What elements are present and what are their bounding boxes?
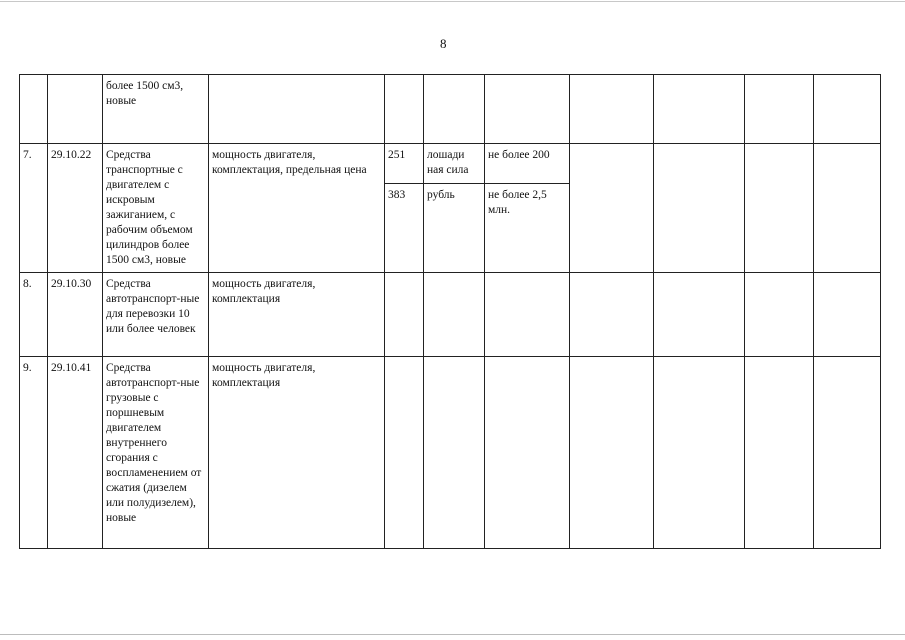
cell-empty: [745, 75, 814, 144]
cell-unit-name: [424, 273, 485, 357]
cell-empty: [814, 75, 881, 144]
cell-code: 29.10.22: [48, 144, 103, 273]
cell-characteristics: [209, 75, 385, 144]
cell-empty: [745, 273, 814, 357]
cell-value: не более 200: [485, 144, 570, 184]
cell-empty: [814, 273, 881, 357]
table-row-continuation: [20, 75, 881, 144]
cell-num: [20, 75, 48, 144]
cell-code: 29.10.30: [48, 273, 103, 357]
cell-num: 9.: [20, 357, 48, 549]
cell-characteristics: мощность двигателя, комплектация: [209, 357, 385, 549]
cell-unit-code: 251: [385, 144, 424, 184]
cell-empty: [570, 273, 654, 357]
cell-num: 7.: [20, 144, 48, 273]
scan-bottom-edge: [0, 634, 905, 635]
cell-empty: [745, 357, 814, 549]
page-number: 8: [440, 36, 447, 51]
table-row: [20, 273, 881, 357]
cell-empty: [654, 75, 745, 144]
cell-empty: [654, 144, 745, 273]
cell-name: Средства транспортные с двигателем с искровым зажиганием, с рабочим объемом цилиндров более 1500 см3, новые: [103, 144, 209, 273]
cell-code: [48, 75, 103, 144]
cell-unit-name: рубль: [424, 184, 485, 273]
cell-value: [485, 357, 570, 549]
cell-value: [485, 273, 570, 357]
cell-empty: [814, 144, 881, 273]
cell-unit-name: лошади ная сила: [424, 144, 485, 184]
table-row: [20, 357, 881, 549]
cell-name: Средства автотранспорт-ные для перевозки 10 или более человек: [103, 273, 209, 357]
cell-num: 8.: [20, 273, 48, 357]
cell-unit-code: 383: [385, 184, 424, 273]
requirements-table: [19, 74, 881, 549]
cell-empty: [654, 273, 745, 357]
scan-top-edge: [0, 1, 905, 2]
cell-name: Средства автотранспорт-ные грузовые с поршневым двигателем внутреннего сгорания с воспламенением от сжатия (дизелем или полудизелем), новые: [103, 357, 209, 549]
cell-empty: [745, 144, 814, 273]
cell-unit-name: [424, 357, 485, 549]
cell-unit-code: [385, 75, 424, 144]
cell-value: не более 2,5 млн.: [485, 184, 570, 273]
cell-characteristics: мощность двигателя, комплектация, предельная цена: [209, 144, 385, 273]
cell-unit-name: [424, 75, 485, 144]
cell-characteristics: мощность двигателя, комплектация: [209, 273, 385, 357]
cell-unit-code: [385, 357, 424, 549]
cell-unit-code: [385, 273, 424, 357]
cell-value: [485, 75, 570, 144]
table-row: [20, 144, 881, 184]
cell-empty: [570, 144, 654, 273]
cell-empty: [814, 357, 881, 549]
cell-name: более 1500 см3, новые: [103, 75, 209, 144]
cell-empty: [654, 357, 745, 549]
cell-code: 29.10.41: [48, 357, 103, 549]
cell-empty: [570, 75, 654, 144]
cell-empty: [570, 357, 654, 549]
